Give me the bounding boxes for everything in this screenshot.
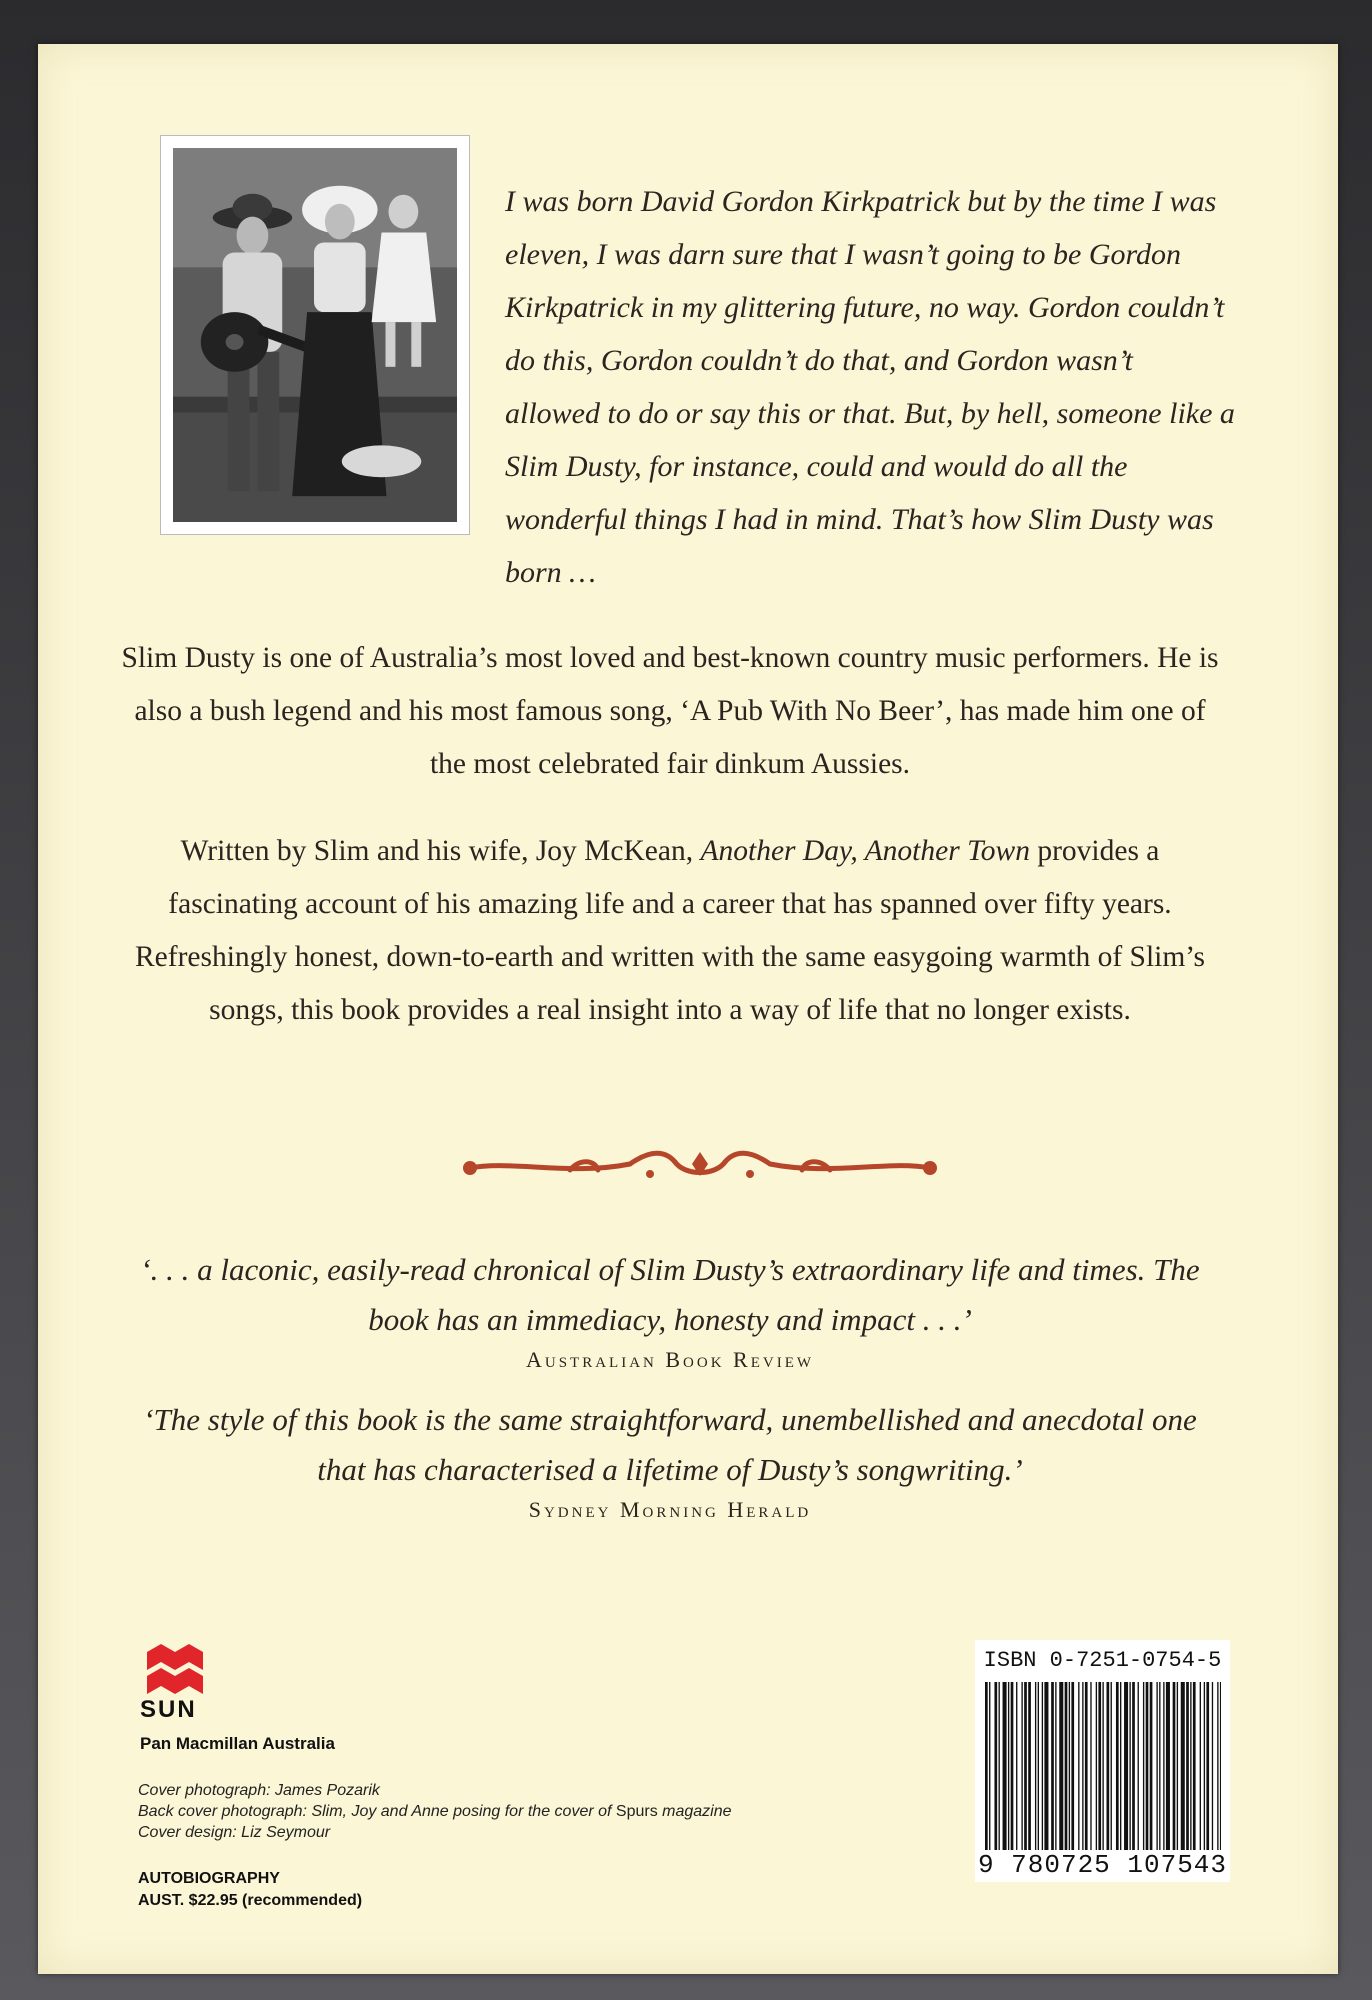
barcode-bar (1163, 1682, 1164, 1850)
barcode-bar (1035, 1682, 1036, 1850)
genre-label: AUTOBIOGRAPHY (138, 1870, 280, 1887)
macmillan-logo-icon (145, 1640, 205, 1698)
barcode-bar (1065, 1682, 1068, 1850)
barcode-bar (1159, 1682, 1160, 1850)
barcode-bar (1190, 1682, 1191, 1850)
photo-figures (173, 148, 457, 522)
barcode-bar (1028, 1682, 1031, 1850)
book-title: Another Day, Another Town (700, 835, 1030, 867)
blurb-paragraph-1: Slim Dusty is one of Australia’s most loved and best-known country music performers. He is also a bush legend and his most famous song, ‘A Pub With No Beer’, has made him one of the most celebrated fair dinkum Aussies. (121, 642, 1219, 780)
barcode-bar (1078, 1682, 1079, 1850)
barcode-bar (1016, 1682, 1017, 1850)
price-label: AUST. $22.95 (recommended) (138, 1892, 363, 1909)
back-photo-credit (138, 1801, 732, 1822)
barcode-bar (1098, 1682, 1101, 1850)
barcode-bar (1008, 1682, 1009, 1850)
barcode-bar (1038, 1682, 1039, 1850)
barcode-panel (975, 1640, 1230, 1882)
photo-credits (138, 1780, 732, 1843)
barcode-bar (1096, 1682, 1097, 1850)
barcode-bar (1071, 1682, 1074, 1850)
design-credit: Cover design: Liz Seymour (138, 1824, 331, 1841)
blurb-p2-start: Written by Slim and his wife, Joy McKean, (180, 835, 701, 867)
genre-and-price (138, 1868, 362, 1912)
barcode-bar (1055, 1682, 1056, 1850)
imprint-name: SUN (140, 1696, 197, 1723)
review-1-source: Australian Book Review (525, 1347, 815, 1372)
barcode-bar (1085, 1682, 1088, 1850)
barcode-bar (1120, 1682, 1121, 1850)
barcode-bars (985, 1682, 1221, 1850)
barcode-bar (1107, 1682, 1110, 1850)
barcode-bar (1116, 1682, 1119, 1850)
blurb-p2-end: provides a fascinating account of his amazing life and a career that has spanned over fifty years. Refreshingly honest, down-to-earth and written with the same easygoing warmth of Slim’s songs, this book provides a real insight into a way of life that no longer exists. (135, 835, 1205, 1026)
author-photo (160, 135, 470, 535)
ornament-divider (450, 1140, 950, 1190)
barcode-bar (1143, 1682, 1144, 1850)
barcode-bar (1044, 1682, 1048, 1850)
barcode-bar (1200, 1682, 1201, 1850)
barcode-bar (1090, 1682, 1091, 1850)
barcode-bar (1150, 1682, 1153, 1850)
back-photo-prefix: Back cover photograph: Slim, Joy and Anne posing for the cover of (138, 1803, 616, 1820)
review-1-quote: ‘. . . a laconic, easily-read chronical of Slim Dusty’s extraordinary life and times. The book has an immediacy, honesty and impact . . .’ (140, 1252, 1200, 1337)
barcode-bar (1069, 1682, 1070, 1850)
barcode-bar (1212, 1682, 1213, 1850)
barcode-bar (1173, 1682, 1176, 1850)
barcode-bar (985, 1682, 988, 1850)
barcode-bar (1024, 1682, 1027, 1850)
barcode-bar (1177, 1682, 1178, 1850)
review-2 (120, 1395, 1220, 1525)
barcode-bar (1220, 1682, 1221, 1850)
magazine-name: Spurs (615, 1803, 658, 1820)
blurb-paragraph-2 (120, 825, 1220, 1037)
barcode-bar (1042, 1682, 1043, 1850)
barcode-bar (1051, 1682, 1054, 1850)
barcode-bar (1082, 1682, 1083, 1850)
isbn-number: ISBN 0-7251-0754-5 (983, 1648, 1222, 1673)
cover-photo-credit: Cover photograph: James Pozarik (138, 1782, 380, 1799)
barcode-bar (1124, 1682, 1128, 1850)
publisher-name: Pan Macmillan Australia (140, 1734, 335, 1753)
barcode-bar (1129, 1682, 1130, 1850)
barcode-bar (1204, 1682, 1205, 1850)
barcode-bar (1181, 1682, 1185, 1850)
back-photo-suffix: magazine (657, 1803, 732, 1820)
ean-number: 9 780725 107543 (977, 1850, 1228, 1880)
barcode-bar (1111, 1682, 1112, 1850)
barcode-bar (1217, 1682, 1218, 1850)
barcode-bar (1011, 1682, 1014, 1850)
barcode-bar (1021, 1682, 1022, 1850)
barcode-bar (1206, 1682, 1209, 1850)
barcode-bar (1003, 1682, 1007, 1850)
barcode-bar (999, 1682, 1000, 1850)
barcode-bar (1156, 1682, 1157, 1850)
barcode-bar (994, 1682, 997, 1850)
barcode-bar (1146, 1682, 1149, 1850)
barcode-bar (1059, 1682, 1063, 1850)
barcode-bar (989, 1682, 990, 1850)
barcode-bar (1166, 1682, 1170, 1850)
barcode-bar (1132, 1682, 1135, 1850)
barcode-bar (1102, 1682, 1103, 1850)
review-1 (120, 1245, 1220, 1375)
barcode-bar (1138, 1682, 1139, 1850)
barcode-bar (1193, 1682, 1196, 1850)
excerpt-quote: I was born David Gordon Kirkpatrick but by the time I was eleven, I was darn sure that I wasn’t going to be Gordon Kirkpatrick in my glittering future, no way. Gordon couldn’t do this, Gordon couldn’t do that, and Gordon wasn’t allowed to do or say this or that. But, by hell, someone like a Slim Dusty, for instance, could and would do all the wonderful things I had in mind. That’s how Slim Dusty was born … (505, 185, 1235, 589)
review-2-source: Sydney Morning Herald (528, 1497, 812, 1522)
barcode-bar (1186, 1682, 1189, 1850)
review-2-quote: ‘The style of this book is the same straightforward, unembellished and anecdotal one that has characterised a lifetime of Dusty’s songwriting.’ (143, 1402, 1197, 1487)
